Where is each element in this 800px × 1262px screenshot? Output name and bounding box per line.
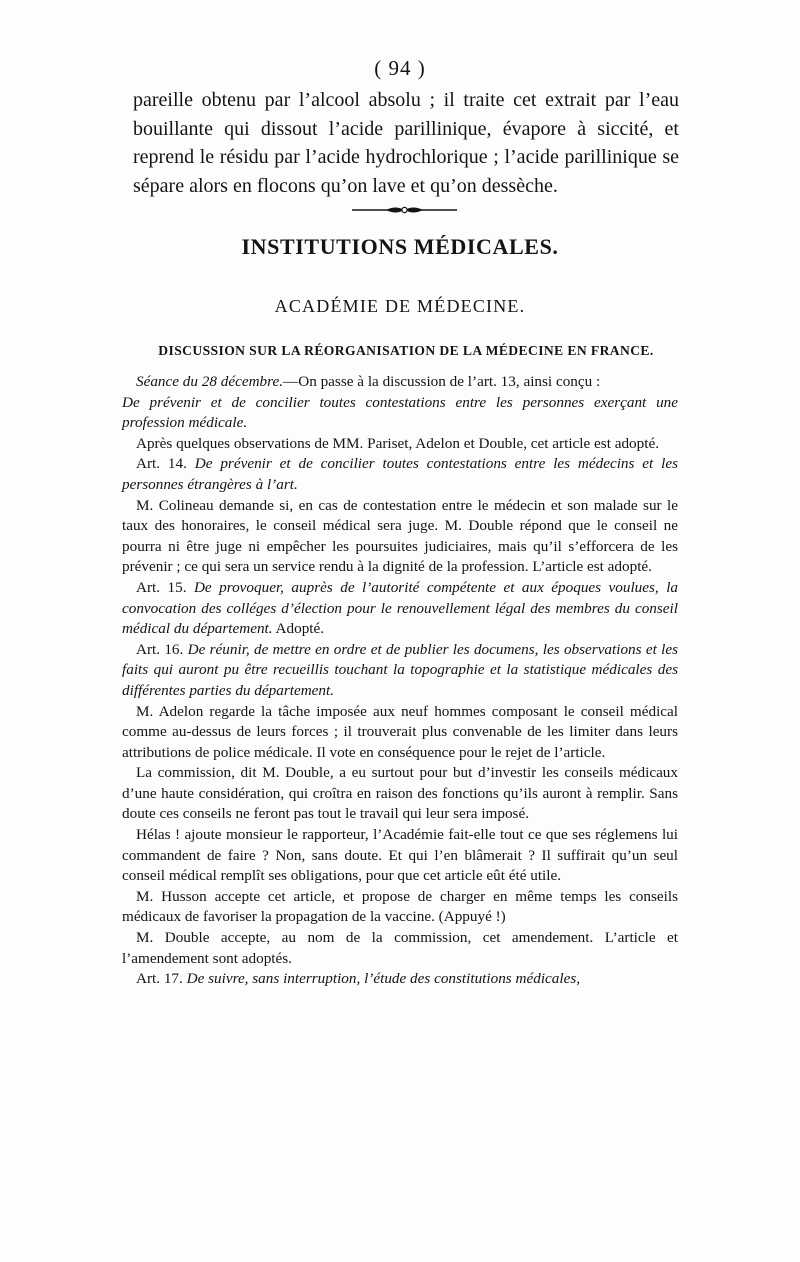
body-paragraph: [122, 578, 678, 640]
paragraph-text: M. Double accepte, au nom de la commission, cet amendement. L’article et l’amendement sont adoptés.: [122, 929, 678, 967]
article-number: Art. 15.: [136, 578, 194, 596]
body-paragraph: [122, 763, 678, 825]
paragraph-text: Hélas ! ajoute monsieur le rapporteur, l’Académie fait-elle tout ce que ses réglemens lui commandent de faire ? Non, sans doute. Et qui l’en blâmerait ? Il suffirait qu’un seul conseil médical remplît ses obligations, pour que cet article eût été utile.: [122, 826, 678, 885]
body-paragraph: [122, 928, 678, 969]
italic-text: De prévenir et de concilier toutes contestations entre les personnes exerçant une profession médicale.: [122, 393, 678, 432]
italic-text: De suivre, sans interruption, l’étude des constitutions médicales,: [186, 970, 581, 988]
body-paragraph: [122, 969, 678, 990]
discussion-heading: DISCUSSION SUR LA RÉORGANISATION DE LA MÉDECINE EN FRANCE.: [158, 343, 654, 358]
body-paragraph: [122, 887, 678, 928]
body-paragraph: [122, 372, 678, 393]
section-heading: INSTITUTIONS MÉDICALES.: [241, 234, 559, 259]
intro-text: pareille obtenu par l’alcool absolu ; il traite cet extrait par l’eau bouillante qui dissout l’acide parillinique, évapore à siccité, et reprend le résidu par l’acide hydrochlorique ; l’acide parillinique se sépare alors en flocons qu’on lave et qu’on dessèche.: [133, 89, 679, 197]
italic-text: Séance du 28 décembre.: [136, 373, 284, 390]
italic-text: De réunir, de mettre en ordre et de publier les documens, les observations et les faits qui auront pu être recueillis touchant la topographie et la statistique médicales des différentes parties du département.: [122, 640, 678, 699]
paragraph-text: Après quelques observations de MM. Pariset, Adelon et Double, cet article est adopté.: [136, 434, 659, 452]
ornamental-rule: [352, 204, 457, 216]
paragraph-text: —On passe à la discussion de l’art. 13, ainsi conçu :: [283, 373, 601, 390]
article-number: Art. 14.: [136, 455, 195, 473]
body-paragraph: [122, 434, 678, 455]
paragraph-text: Adopté.: [272, 620, 325, 638]
intro-paragraph: [133, 86, 679, 200]
body-paragraph: [122, 640, 678, 702]
article-body: [122, 372, 678, 990]
subsection-heading: ACADÉMIE DE MÉDECINE.: [274, 296, 526, 316]
page-number: ( 94 ): [374, 56, 426, 80]
paragraph-text: M. Adelon regarde la tâche imposée aux neuf hommes composant le conseil médical comme au-dessus de leurs forces ; il trouverait plus convenable de les limiter dans leurs attributions de police médicale. Il vote en conséquence pour le rejet de l’article.: [122, 702, 678, 761]
body-paragraph: [122, 496, 678, 578]
article-number: Art. 17.: [136, 970, 187, 988]
body-paragraph: [122, 454, 678, 495]
body-paragraph: [122, 393, 678, 434]
paragraph-text: La commission, dit M. Double, a eu surtout pour but d’investir les conseils médicaux d’une haute considération, qui croîtra en raison des fonctions qu’ils auront à remplir. Sans doute ces conseils ne feront pas tout le travail qui leur sera imposé.: [122, 764, 678, 823]
body-paragraph: [122, 825, 678, 887]
paragraph-text: M. Husson accepte cet article, et propose de charger en même temps les conseils médicaux de favoriser la propagation de la vaccine. (Appuyé !): [122, 887, 678, 926]
article-number: Art. 16.: [136, 640, 188, 658]
body-paragraph: [122, 702, 678, 764]
paragraph-text: M. Colineau demande si, en cas de contestation entre le médecin et son malade sur le taux des honoraires, le conseil médical sera juge. M. Double répond que le conseil ne pourra ni être juge ni empêcher les poursuites judiciaires, mais qu’il s’efforcera de les prévenir ; ce qui sera un service rendu à la dignité de la profession. L’article est adopté.: [122, 496, 678, 576]
italic-text: De provoquer, auprès de l’autorité compétente et aux époques voulues, la convocation des colléges d’élection pour le renouvellement légal des membres du conseil médical du département.: [122, 578, 679, 638]
italic-text: De prévenir et de concilier toutes contestations entre les médecins et les personnes étrangères à l’art.: [122, 455, 678, 493]
